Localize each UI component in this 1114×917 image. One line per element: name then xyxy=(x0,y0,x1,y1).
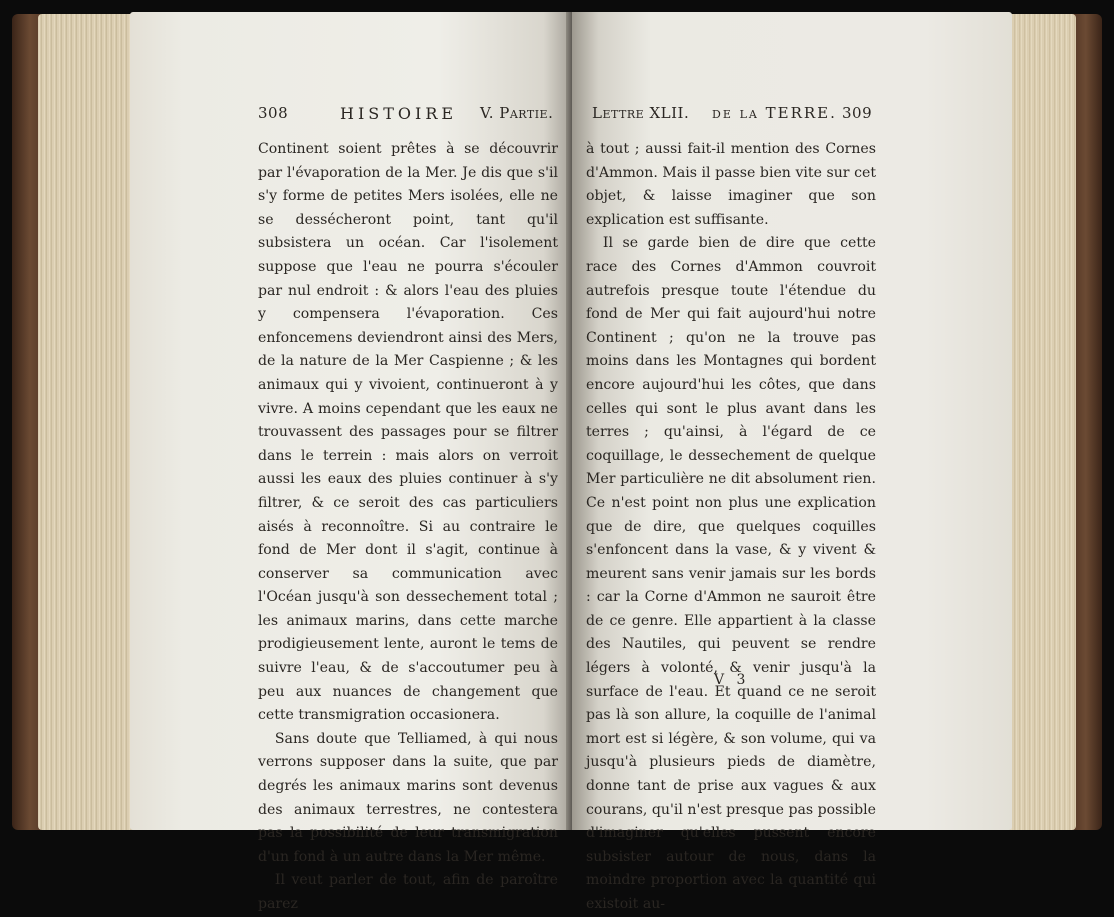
left-page-number: 308 xyxy=(258,104,289,122)
right-page-number: 309 xyxy=(842,104,873,122)
signature-mark: V 3 xyxy=(714,672,750,688)
page-edges-right xyxy=(1008,14,1076,830)
left-page xyxy=(130,12,570,912)
right-body-text xyxy=(586,138,876,917)
right-paragraph: Il se garde bien de dire que cette race des Cornes d'Ammon couvroit autrefois presque toute l'étendue du fond de Mer qui fait aujourd'hui notre Continent ; qu'on ne la trouve pas moins dans les Montagnes qui bordent encore aujourd'hui les côtes, que dans celles qui sont le plus avant dans les terres ; qu'ainsi, à l'égard de ce coquillage, le dessechement de quelque Mer particulière ne dit absolument rien. Ce n'est point non plus une explication que de dire, que quelques coquilles s'enfoncent dans la vase, & y vivent & meurent sans venir jamais sur les bords : car la Corne d'Ammon ne sauroit être de ce genre. Elle appartient à la classe des Nautiles, qui peuvent se rendre légers à volonté, & venir jusqu'à la surface de l'eau. Et quand ce ne seroit pas là son allure, la coquille de l'animal mort est si légère, & son volume, qui va jusqu'à plusieurs pieds de diamètre, donne tant de prise aux vagues & aux courans, qu'il n'est presque pas possible d'imaginer qu'elles pussent encore subsister autour de nous, dans la moindre proportion avec la quantité qui existoit au- xyxy=(586,235,876,912)
left-body-text xyxy=(258,138,558,917)
right-letter-label: Lettre XLII. xyxy=(592,104,690,122)
right-paragraph: à tout ; aussi fait-il mention des Cornes d'Ammon. Mais il passe bien vite sur cet objet, & laisse imaginer que son explication est suffisante. xyxy=(586,141,876,228)
right-running-title: de la TERRE. xyxy=(712,104,837,122)
left-paragraph: Sans doute que Telliamed, à qui nous verrons supposer dans la suite, que par degrés les animaux marins sont devenus des animaux terrestres, ne contestera pas la possibilité de leur transmigration d'un fond à un autre dans la Mer même. xyxy=(258,730,558,865)
right-page xyxy=(572,12,1012,912)
left-section-label: V. Partie. xyxy=(480,104,554,122)
right-running-head xyxy=(592,104,877,130)
left-running-head xyxy=(258,104,558,130)
left-paragraph: Il veut parler de tout, afin de paroître parez xyxy=(258,872,558,912)
left-running-title: HISTOIRE xyxy=(340,104,458,123)
page-edges-left xyxy=(38,14,138,830)
left-paragraph: Continent soient prêtes à se découvrir par l'évaporation de la Mer. Je dis que s'il s'y forme de petites Mers isolées, elle ne se dessécheront point, tant qu'il subsistera un océan. Car l'isolement suppose que l'eau ne pourra s'écouler par nul endroit : & alors l'eau des pluies y compensera l'évaporation. Ces enfoncemens deviendront ainsi des Mers, de la nature de la Mer Caspienne ; & les animaux qui y vivoient, continueront à y vivre. A moins cependant que les eaux ne trouvassent des passages pour se filtrer dans le terrein : mais alors on verroit aussi les eaux des pluies continuer à s'y filtrer, & ce seroit des cas particuliers aisés à reconnoître. Si au contraire le fond de Mer dont il s'agit, continue à conserver sa communication avec l'Océan jusqu'à son dessechement total ; les animaux marins, dans cette marche prodigieusement lente, auront le tems de suivre l'eau, & de s'accoutumer peu à peu aux nuances de changement que cette transmigration occasionera. xyxy=(258,141,558,724)
